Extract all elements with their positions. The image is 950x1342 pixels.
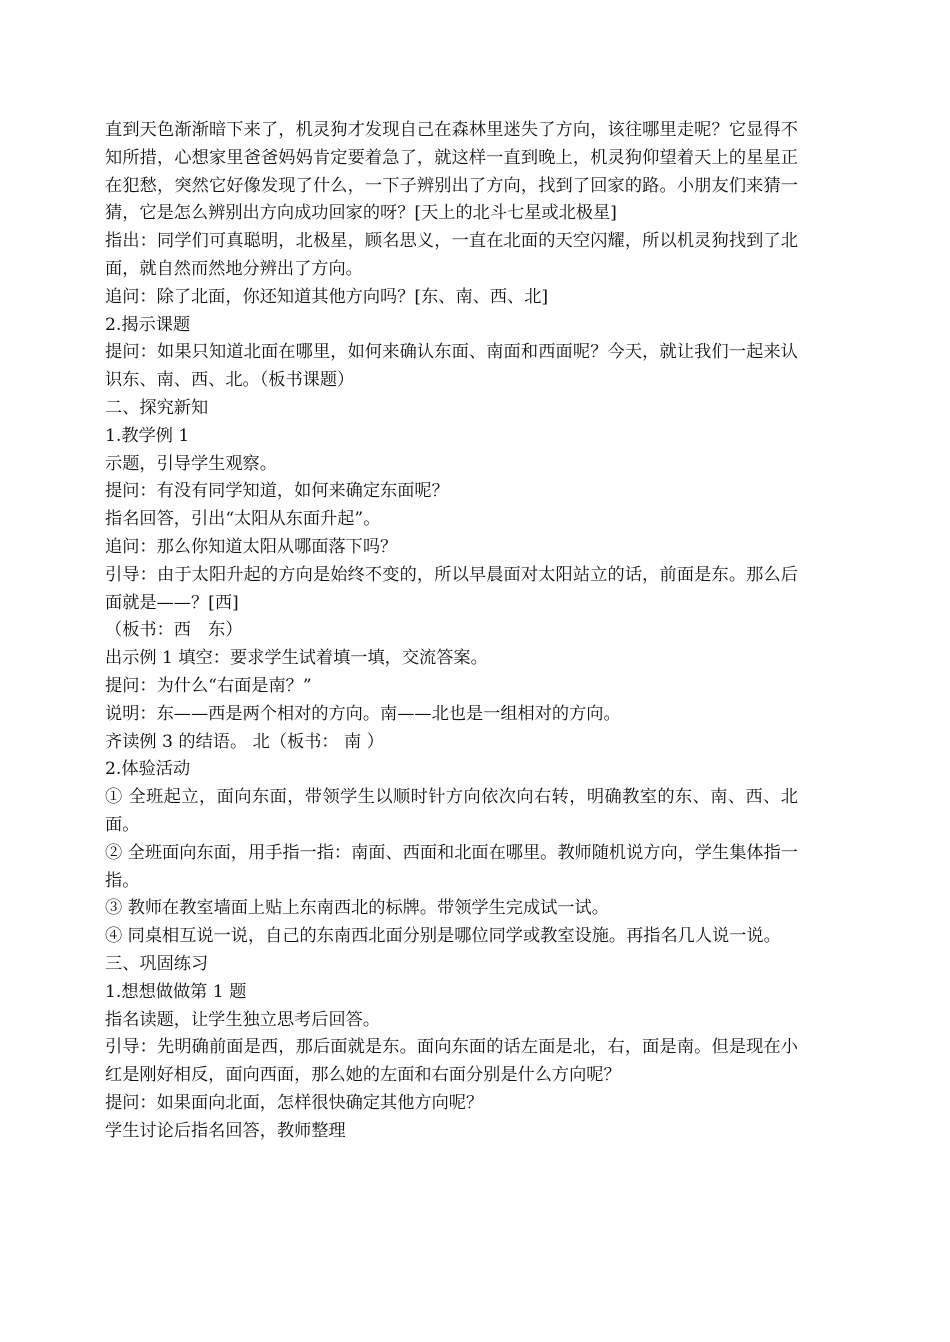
subheading-exercise-1: 1.想想做做第 1 题 xyxy=(105,981,247,1002)
section-heading-reveal-topic: 2.揭示课题 xyxy=(105,314,191,335)
section-heading-practice: 三、巩固练习 xyxy=(105,953,209,974)
document-body xyxy=(105,117,798,1145)
activity-item-3: ③ 教师在教室墙面上贴上东南西北的标牌。带领学生完成试一试。 xyxy=(105,898,609,919)
board-note: （板书：西 东） xyxy=(105,620,243,641)
text-line: 指名回答，引出“太阳从东面升起”。 xyxy=(105,509,381,530)
guide-paragraph: 引导：先明确前面是西，那后面就是东。面向东面的话左面是北，右，面是南。但是现在小红是刚好相反，面向西面，那么她的左面和右面分别是什么方向呢？ xyxy=(105,1037,798,1086)
section-heading-explore: 二、探究新知 xyxy=(105,397,209,418)
activity-item-1: ① 全班起立，面向东面，带领学生以顺时针方向依次向右转，明确教室的东、南、西、北面。 xyxy=(105,787,798,835)
activity-item-4: ④ 同桌相互说一说，自己的东南西北面分别是哪位同学或教室设施。再指名几人说一说。 xyxy=(105,926,781,947)
follow-up-question: 追问：除了北面，你还知道其他方向吗？[东、南、西、北] xyxy=(105,286,549,307)
text-line: 出示例 1 填空：要求学生试着填一填，交流答案。 xyxy=(105,648,488,669)
text-line: 说明：东——西是两个相对的方向。南——北也是一组相对的方向。 xyxy=(105,703,621,724)
point-out-paragraph: 指出：同学们可真聪明，北极星，顾名思义，一直在北面的天空闪耀，所以机灵狗找到了北面，就自然而然地分辨出了方向。 xyxy=(105,231,798,279)
text-line: 学生讨论后指名回答，教师整理 xyxy=(105,1120,346,1141)
text-line: 齐读例 3 的结语。 北（板书： 南 ） xyxy=(105,731,384,752)
subheading-example-1: 1.教学例 1 xyxy=(105,425,190,446)
subheading-activity: 2.体验活动 xyxy=(105,759,191,780)
text-line: 指名读题，让学生独立思考后回答。 xyxy=(105,1009,381,1030)
text-line: 提问：为什么“右面是南？” xyxy=(105,675,312,696)
text-line: 追问：那么你知道太阳从哪面落下吗？ xyxy=(105,536,398,557)
story-paragraph: 直到天色渐渐暗下来了，机灵狗才发现自己在森林里迷失了方向，该往哪里走呢？它显得不知所措，心想家里爸爸妈妈肯定要着急了，就这样一直到晚上，机灵狗仰望着天上的星星正在犯愁，突然它好像发现了什么，一下子辨别出了方向，找到了回家的路。小朋友们来猜一猜，它是怎么辨别出方向成功回家的呀？[天上的北斗七星或北极星] xyxy=(105,120,798,224)
activity-item-2: ② 全班面向东面，用手指一指：南面、西面和北面在哪里。教师随机说方向，学生集体指一指。 xyxy=(105,842,798,891)
text-line: 示题，引导学生观察。 xyxy=(105,453,277,474)
text-line: 提问：如果面向北面，怎样很快确定其他方向呢？ xyxy=(105,1092,484,1113)
guide-paragraph: 引导：由于太阳升起的方向是始终不变的，所以早晨面对太阳站立的话，前面是东。那么后面就是——？[西] xyxy=(105,564,798,613)
text-line: 提问：有没有同学知道，如何来确定东面呢？ xyxy=(105,481,449,502)
question-paragraph: 提问：如果只知道北面在哪里，如何来确认东面、南面和西面呢？今天，就让我们一起来认识东、南、西、北。（板书课题） xyxy=(105,342,798,391)
